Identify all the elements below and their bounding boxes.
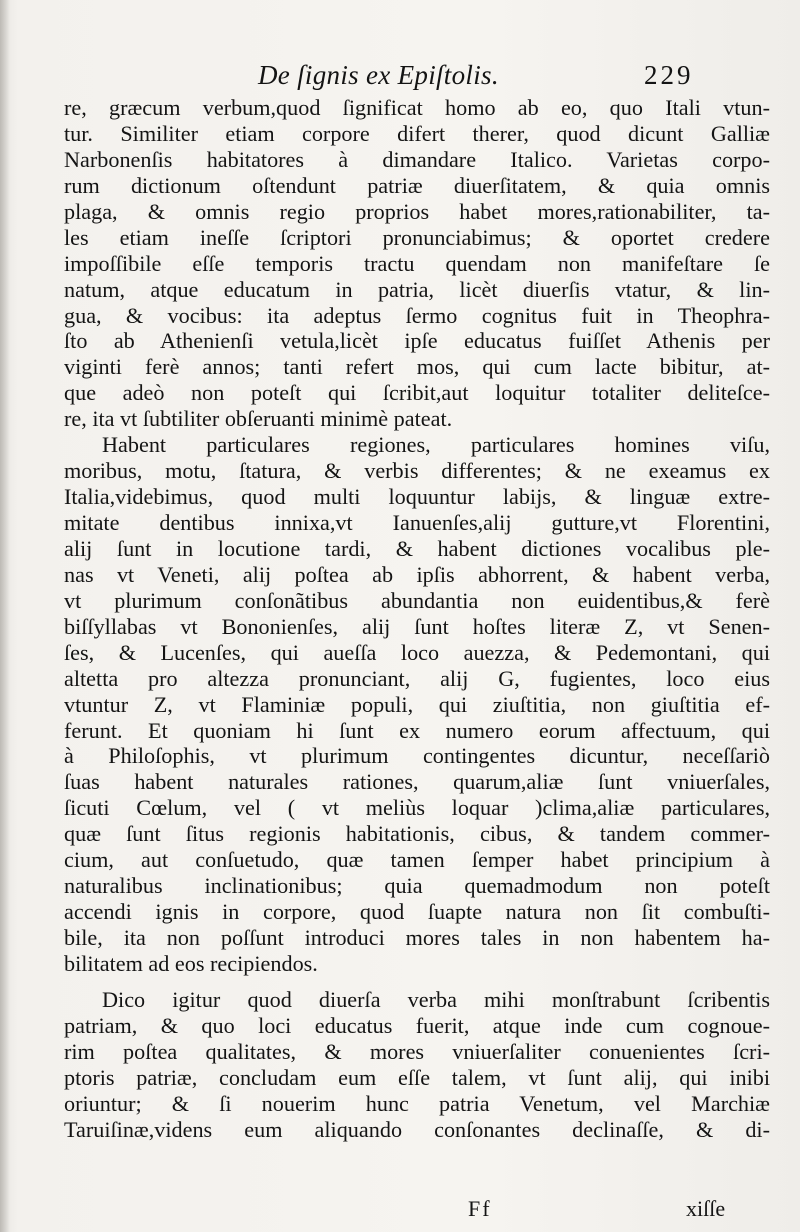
text-line: impoſſibile eſſe temporis tractu quendam non manifeſtare ſe [64,250,770,276]
text-line: gua, & vocibus: ita adeptus ſermo cognitus fuit in Theophra- [64,302,770,328]
paragraph-gap [64,977,770,987]
text-line: vtuntur Z, vt Flaminiæ populi, qui ziuſtitia, non giuſtitia ef- [64,691,770,717]
text-block [64,95,770,1143]
text-line: biſſyllabas vt Bononienſes, alij ſunt hoſtes literæ Z, vt Senen- [64,613,770,639]
text-line: ferunt. Et quoniam hi ſunt ex numero eorum affectuum, qui [64,717,770,743]
text-line: à Philoſophis, vt plurimum contingentes dicuntur, neceſſariò [64,743,770,769]
text-line: Italia,videbimus, quod multi loquuntur labijs, & linguæ extre- [64,484,770,510]
text-line: accendi ignis in corpore, quod ſuapte natura non ſit combuſti- [64,899,770,925]
paragraph-end-line: bilitatem ad eos recipiendos. [64,950,318,976]
text-line: cium, aut conſuetudo, quæ tamen ſemper habet principium à [64,847,770,873]
text-line: ſuas habent naturales rationes, quarum,aliæ ſunt vniuerſales, [64,769,770,795]
catchword: xiſſe [686,1196,726,1221]
text-line: rum dictionum oſtendunt patriæ diuerſitatem, & quia omnis [64,172,770,198]
text-line: re, græcum verbum,quod ſignificat homo ab eo, quo Itali vtun- [64,95,770,120]
text-line: ſes, & Lucenſes, qui aueſſa loco auezza, & Pedemontani, qui [64,639,770,665]
text-line: altetta pro altezza pronunciant, alij G, fugientes, loco eius [64,665,770,691]
text-line: plaga, & omnis regio proprios habet mores,rationabiliter, ta- [64,198,770,224]
text-line: oriuntur; & ſi nouerim hunc patria Venetum, vel Marchiæ [64,1090,770,1116]
page-number: 229 [644,60,694,90]
paragraph-end-line: re, ita vt ſubtiliter obſeruanti minimè pateat. [64,406,453,432]
signature-mark: Ff [468,1196,492,1221]
text-line: ſicuti Cœlum, vel ( vt meliùs loquar )clima,aliæ particulares, [64,795,770,821]
text-line: ptoris patriæ, concludam eum eſſe talem, vt ſunt alij, qui inibi [64,1064,770,1090]
text-line: naturalibus inclinationibus; quia quemadmodum non poteſt [64,873,770,899]
text-line: tur. Similiter etiam corpore difert therer, quod dicunt Galliæ [64,120,770,146]
paragraph-start-line: Habent particulares regiones, particulares homines viſu, [102,432,770,458]
text-line: mitate dentibus innixa,vt Ianuenſes,alij gutture,vt Florentini, [64,510,770,535]
text-line: les etiam ineſſe ſcriptori pronunciabimus; & oportet credere [64,224,770,250]
text-line: rim poſtea qualitates, & mores vniuerſaliter conuenientes ſcri- [64,1038,770,1064]
running-head [0,58,800,92]
paragraph-start-line: Dico igitur quod diuerſa verba mihi monſtrabunt ſcribentis [102,986,770,1012]
text-line: que adeò non poteſt qui ſcribit,aut loquitur totaliter deliteſce- [64,380,770,406]
text-line: vt plurimum conſonãtibus abundantia non euidentibus,& ferè [64,587,770,613]
running-title: De ſignis ex Epiſtolis. [258,60,499,90]
page-gutter-shadow [0,0,10,1232]
text-line: bile, ita non poſſunt introduci mores tales in non habentem ha- [64,925,770,950]
text-line: moribus, motu, ſtatura, & verbis differentes; & ne exeamus ex [64,458,770,484]
text-line: patriam, & quo loci educatus fuerit, atque inde cum cognoue- [64,1012,770,1038]
text-line: quæ ſunt ſitus regionis habitationis, cibus, & tandem commer- [64,821,770,847]
page-footer [0,1196,800,1226]
text-line: alij ſunt in locutione tardi, & habent dictiones vocalibus ple- [64,535,770,561]
text-line: nas vt Veneti, alij poſtea ab ipſis abhorrent, & habent verba, [64,561,770,587]
text-line: ſto ab Athenienſi vetula,licèt ipſe educatus fuiſſet Athenis per [64,328,770,354]
text-line: Narbonenſis habitatores à dimandare Italico. Varietas corpo- [64,146,770,172]
text-line: viginti ferè annos; tanti refert mos, qui cum lacte bibitur, at- [64,354,770,380]
text-line: Taruiſinæ,videns eum aliquando conſonantes declinaſſe, & di- [64,1116,770,1142]
text-line: natum, atque educatum in patria, licèt diuerſis vtatur, & lin- [64,276,770,302]
